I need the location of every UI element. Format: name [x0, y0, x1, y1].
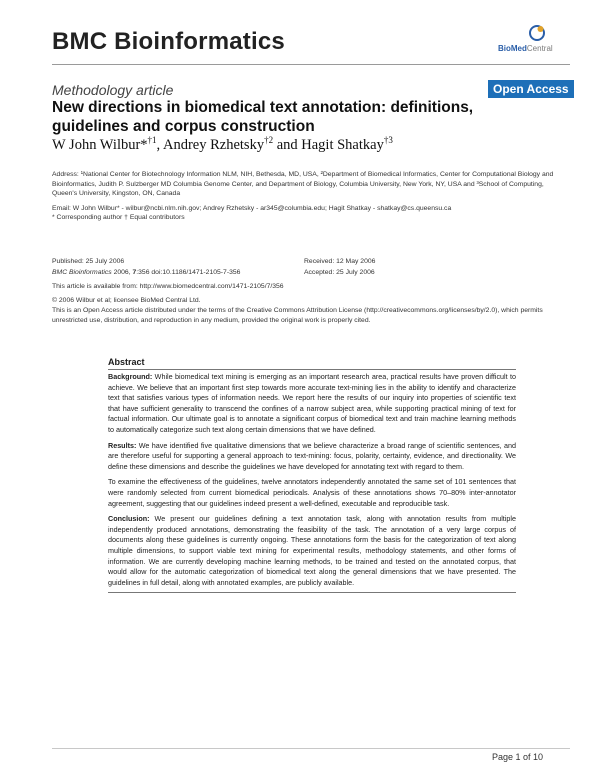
logo-central: Central — [526, 44, 553, 53]
header-rule — [52, 64, 570, 65]
results-label: Results: — [108, 440, 137, 450]
author-separator: , — [156, 136, 163, 153]
author-affiliation: †2 — [264, 135, 274, 145]
footer-rule — [52, 748, 570, 749]
author-footnote: * Corresponding author † Equal contributors — [52, 214, 185, 221]
published-date: Published: 25 July 2006 — [52, 258, 125, 265]
background-label: Background: — [108, 372, 153, 381]
biomed-central-logo — [498, 24, 568, 54]
author-addresses: Address: ¹National Center for Biotechnology Information NLM, NIH, Bethesda, MD, USA, ²Department of Biomedical Informatics, Center for Computational Biology and Bioinformatics, Judith P. Sulzberger MD Columbia Genome Center, and Department of Biology, Columbia University, New York, NY, USA and ³School of Computing, Queen's University, Kingston, ON, Canada — [52, 171, 554, 197]
license-statement: This is an Open Access article distributed under the terms of the Creative Commons Attribution License (http://creativecommons.org/licenses/by/2.0), which permits unrestricted use, distribution, and reproduction in any medium, provided the original work is properly cited. — [52, 307, 543, 324]
received-date: Received: 12 May 2006 — [304, 258, 376, 265]
citation-doi: :356 doi:10.1186/1471-2105-7-356 — [136, 269, 241, 276]
accepted-date: Accepted: 25 July 2006 — [304, 269, 375, 276]
author-name: Andrey Rzhetsky — [163, 136, 265, 153]
logo-bio: Bio — [498, 44, 511, 53]
author-name: Hagit Shatkay — [301, 136, 384, 153]
author-affiliation: †3 — [383, 135, 393, 145]
conclusion-text: We present our guidelines defining a text annotation task, along with annotation results from multiple independently produced annotations, demonstrating the feasibility of the task. The annotation of a very large corpus of documents along these guidelines is currently ongoing. These annotations form the basis for the categorization of text along multiple dimensions, to support viable text mining for experimental results, methodology statements, and other forms of information. We are currently developing machine learning methods, to be trained and tested on the annotated corpus, that would allow for the automatic categorization of biomedical text along the general dimensions that we have presented. The guidelines in full detail, along with annotated examples, are publicly available. — [108, 514, 516, 587]
article-url[interactable]: This article is available from: http://www.biomedcentral.com/1471-2105/7/356 — [52, 283, 284, 290]
conclusion-label: Conclusion: — [108, 514, 150, 524]
journal-title: BMC Bioinformatics — [52, 28, 285, 55]
copyright: © 2006 Wilbur et al; licensee BioMed Central Ltd. — [52, 297, 201, 304]
biomed-central-icon — [528, 24, 546, 42]
abstract-section — [108, 357, 516, 593]
background-text: While biomedical text mining is emerging as an important research area, practical results have proven difficult to achieve. We believe that an important first step towards more accurate text-mining lies in the ability to identify and characterize text that satisfies various types of information needs. We report here the results of our inquiry into properties of scientific text that have sufficient generality to transcend the confines of a narrow subject area, while supporting practical mining of text for factual information. Our ultimate goal is to annotate a significant corpus of biomedical text and train machine learning methods to automatically categorize such text along certain dimensions that we have defined. — [108, 372, 516, 434]
abstract-conclusion — [108, 514, 516, 588]
logo-wordmark — [498, 44, 553, 53]
results-text: We have identified five qualitative dimensions that we believe characterize a broad range of scientific sentences, and are therefore useful for supporting a general approach to text-mining: focus, polarity, certainty, evidence, and directionality. We define these dimensions and describe the guidelines we have developed for annotating text with regard to them. — [108, 440, 516, 471]
citation-journal: BMC Bioinformatics — [52, 269, 112, 276]
abstract-results — [108, 441, 516, 473]
page-number: Page 1 of 10 — [492, 752, 544, 762]
abstract-background — [108, 372, 516, 436]
abstract-body — [108, 369, 516, 593]
author-emails: Email: W John Wilbur* - wilbur@ncbi.nlm.nih.gov; Andrey Rzhetsky - ar345@columbia.edu; Hagit Shatkay - shatkay@cs.queensu.ca — [52, 205, 452, 212]
article-type: Methodology article — [52, 82, 174, 98]
author-name: W John Wilbur* — [52, 136, 148, 153]
article-title: New directions in biomedical text annotation: definitions, guidelines and corpus construction — [52, 99, 474, 135]
open-access-badge: Open Access — [488, 80, 574, 98]
abstract-results-2: To examine the effectiveness of the guidelines, twelve annotators independently annotated the same set of 101 sentences that were randomly selected from current biomedical periodicals. Analysis of these annotations shows 70–80% inter-annotator agreement, suggesting that our guidelines indeed present a well-defined, executable and reproducible task. — [108, 477, 516, 508]
logo-med: Med — [510, 44, 527, 53]
abstract-heading: Abstract — [108, 357, 145, 367]
author-list — [52, 135, 393, 154]
citation-volume: 7 — [132, 269, 137, 276]
citation — [52, 268, 240, 278]
author-affiliation: †1 — [147, 135, 157, 145]
citation-year: 2006, — [111, 269, 133, 276]
author-separator: and — [273, 136, 302, 153]
